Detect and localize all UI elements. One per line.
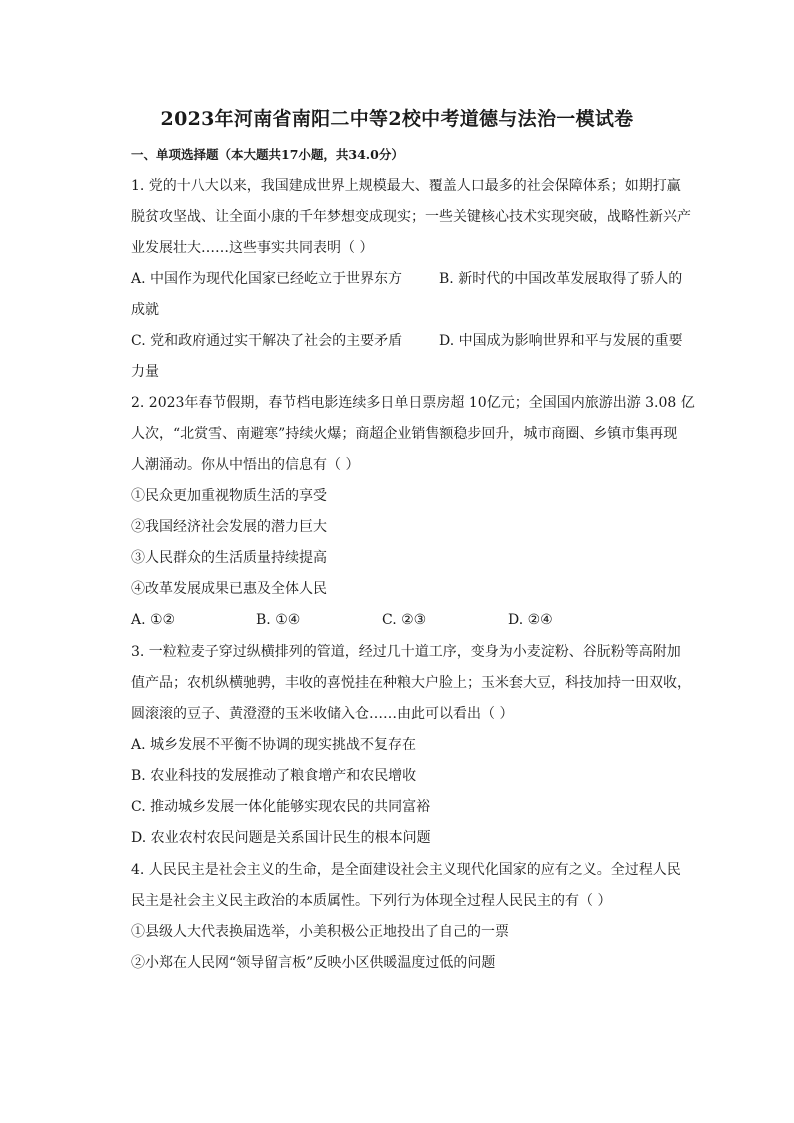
q2-option-b: B. ①④ — [256, 612, 301, 628]
q3-option-a: A. 城乡发展不平衡不协调的现实挑战不复存在 — [131, 737, 417, 753]
q2-line-3: 人潮涌动。你从中悟出的信息有（ ） — [131, 457, 360, 473]
q2-option-d: D. ②④ — [508, 612, 553, 628]
q1-option-d: D. 中国成为影响世界和平与发展的重要 — [439, 333, 683, 349]
q2-option-a: A. ①② — [131, 612, 176, 628]
q3-line-2: 值产品；农机纵横驰骋，丰收的喜悦挂在种粮大户脸上；玉米套大豆，科技加持一田双收， — [131, 675, 691, 691]
q1-option-b: B. 新时代的中国改革发展取得了骄人的 — [439, 271, 683, 287]
q2-line-1: 2. 2023年春节假期，春节档电影连续多日单日票房超 10亿元；全国国内旅游出游 3.08 亿 — [131, 395, 695, 411]
section-heading: 一、单项选择题（本大题共17小题，共34.0分） — [131, 147, 404, 162]
q3-option-d: D. 农业农村农民问题是关系国计民生的根本问题 — [131, 830, 431, 846]
q1-option-d-cont: 力量 — [131, 364, 159, 380]
q1-option-a: A. 中国作为现代化国家已经屹立于世界东方 — [131, 271, 403, 287]
q1-line-3: 业发展壮大……这些事实共同表明（ ） — [131, 240, 374, 256]
q2-option-c: C. ②③ — [382, 612, 427, 628]
exam-title: 2023年河南省南阳二中等2校中考道德与法治一模试卷 — [160, 108, 634, 130]
q3-line-1: 3. 一粒粒麦子穿过纵横排列的管道，经过几十道工序，变身为小麦淀粉、谷朊粉等高附加 — [131, 644, 681, 660]
q1-line-1: 1. 党的十八大以来，我国建成世界上规模最大、覆盖人口最多的社会保障体系；如期打赢 — [131, 178, 681, 194]
q2-line-2: 人次，“北赏雪、南避寒”持续火爆；商超企业销售额稳步回升，城市商圈、乡镇市集再现 — [131, 426, 678, 442]
q1-option-c: C. 党和政府通过实干解决了社会的主要矛盾 — [131, 333, 403, 349]
q1-line-2: 脱贫攻坚战、让全面小康的千年梦想变成现实；一些关键核心技术实现突破，战略性新兴产 — [131, 209, 691, 225]
q2-item-3: ③人民群众的生活质量持续提高 — [131, 550, 327, 566]
q3-option-c: C. 推动城乡发展一体化能够实现农民的共同富裕 — [131, 799, 431, 815]
q1-option-b-cont: 成就 — [131, 302, 159, 318]
q3-line-3: 圆滚滚的豆子、黄澄澄的玉米收储入仓……由此可以看出（ ） — [131, 706, 514, 722]
q3-option-b: B. 农业科技的发展推动了粮食增产和农民增收 — [131, 768, 417, 784]
q2-item-1: ①民众更加重视物质生活的享受 — [131, 488, 327, 504]
q4-item-2: ②小郑在人民网“领导留言板”反映小区供暖温度过低的问题 — [131, 955, 496, 971]
q4-item-1: ①县级人大代表换届选举，小美积极公正地投出了自己的一票 — [131, 924, 509, 940]
q4-line-1: 4. 人民民主是社会主义的生命，是全面建设社会主义现代化国家的应有之义。全过程人民 — [131, 862, 681, 878]
q2-item-4: ④改革发展成果已惠及全体人民 — [131, 581, 327, 597]
q4-line-2: 民主是社会主义民主政治的本质属性。下列行为体现全过程人民民主的有（ ） — [131, 893, 612, 909]
q2-item-2: ②我国经济社会发展的潜力巨大 — [131, 519, 327, 535]
